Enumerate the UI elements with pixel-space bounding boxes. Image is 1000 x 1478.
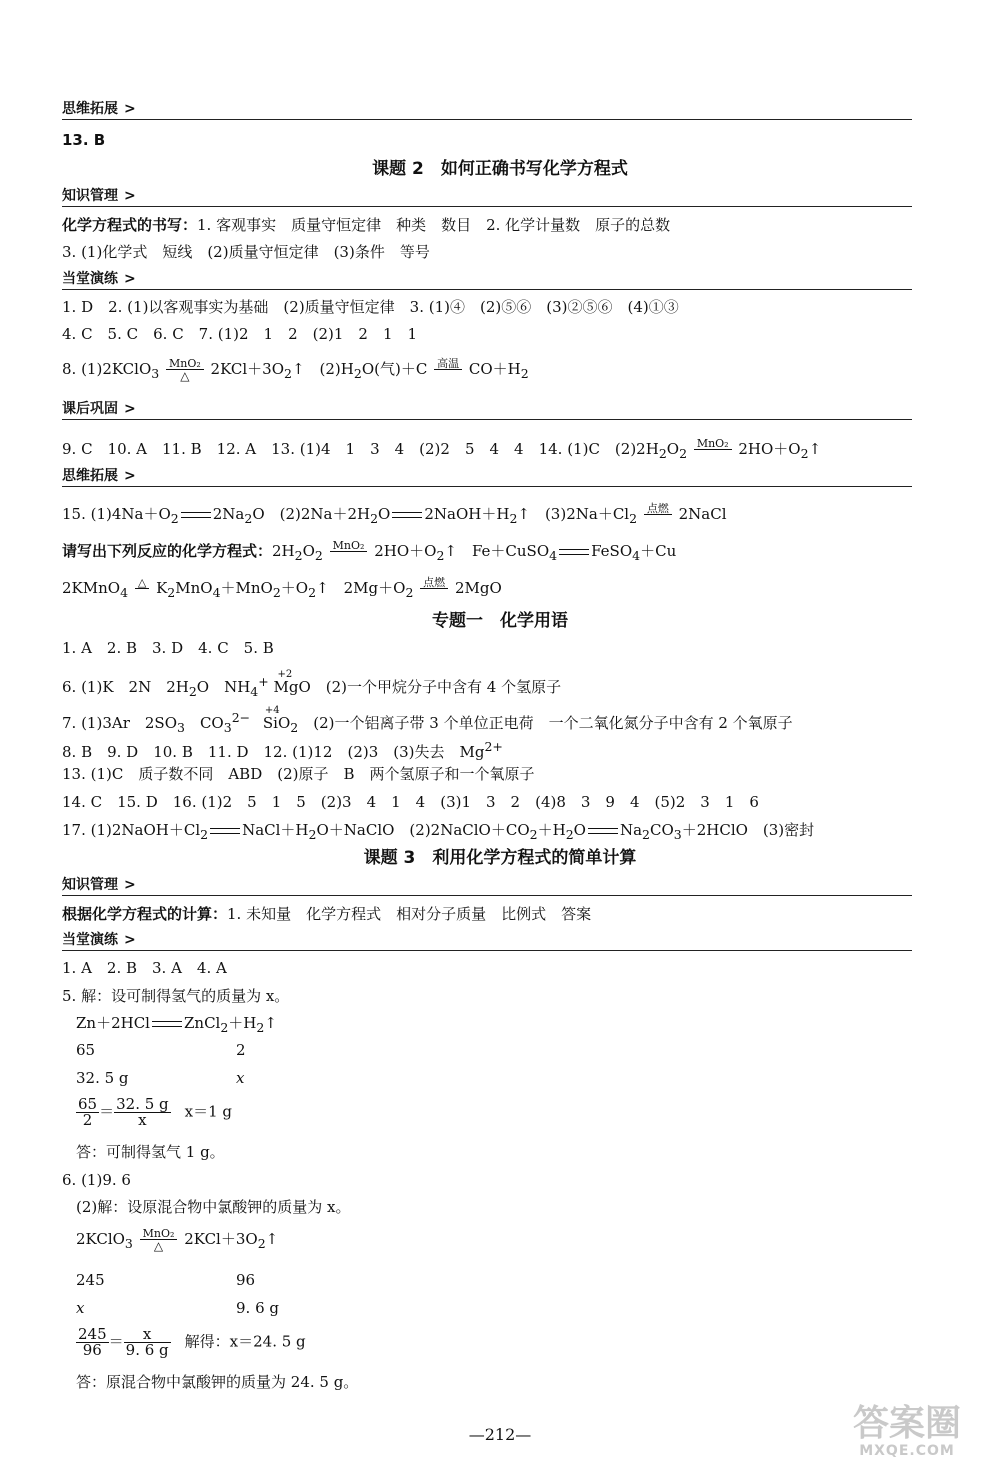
- reaction-condition: MnO₂ △: [140, 1228, 178, 1252]
- answer-line: 1. A 2. B 3. D 4. C 5. B: [62, 639, 274, 657]
- calc-equation: 2KClO$_3$ MnO₂ △ $2KCl+3O_2↑$: [76, 1227, 279, 1253]
- section-header-knowledge: 知识管理 >: [62, 187, 912, 207]
- answer-line: 17. $(1)2NaOH+Cl_2$ $NaCl+H_2O+NaClO$ $(2)2NaClO+CO_2+H_2O$ $Na_2CO_3+2HClO$ (3)密封: [62, 821, 815, 842]
- section-header-knowledge: 知识管理 >: [62, 876, 912, 896]
- answer-line: 13. B: [62, 131, 106, 149]
- calc-equation: Zn＋2HCl $ZnCl_2+H_2↑$: [76, 1014, 277, 1035]
- watermark-logo: 答案圈 MXQE.COM: [852, 1403, 961, 1459]
- calc-answer: 答：原混合物中氯酸钾的质量为 24. 5 g。: [76, 1373, 359, 1391]
- answer-line: 5. 解：设可制得氢气的质量为 x。: [62, 987, 290, 1005]
- lesson-title: 课题 2 如何正确书写化学方程式: [372, 159, 628, 179]
- reaction-condition: MnO₂: [694, 438, 732, 462]
- reaction-condition: MnO₂: [330, 540, 368, 564]
- answer-line: 6. (1)K 2N $2H_2O$ $NH_4^+$ +2 MgO (2)一个甲烷分子中含有 4 个氢原子: [62, 669, 562, 699]
- answer-line: 9. C 10. A 11. B 12. A 13. (1)4 1 3 4 (2)2 5 4 4 14. (1)C $(2)2H_2O_2$ MnO₂ $2HO+O_2↑$: [62, 437, 822, 461]
- section-header-review: 课后巩固 >: [62, 400, 912, 420]
- answer-line: 7. (1)3Ar $2SO_3$ $CO_3^{2-}$ +4 SiO$_2$ (2)一个铝离子带 3 个单位正电荷 一个二氧化氮分子中含有 2 个氧原子: [62, 705, 793, 735]
- answer-line: 13. (1)C 质子数不同 ABD (2)原子 B 两个氢原子和一个氧原子: [62, 765, 535, 783]
- reaction-condition: MnO₂ △: [166, 358, 204, 382]
- calc-proportion: $\frac{65}{2}$ ＝ $\frac{32. 5 g}{x}$ x＝1 g: [78, 1095, 233, 1129]
- calc-value: x: [76, 1299, 85, 1317]
- calc-answer: 答：可制得氢气 1 g。: [76, 1143, 225, 1161]
- calc-proportion: $\frac{245}{96}$ ＝ $\frac{x}{9. 6 g}$ 解得：x＝24. 5 g: [78, 1325, 306, 1359]
- answer-line: 请写出下列反应的化学方程式：$2H_2O_2$ MnO₂ $2HO+O_2↑$ Fe＋CuSO$_4$ FeSO$_4$＋Cu: [62, 539, 677, 563]
- answer-line: 1. D 2. (1)以客观事实为基础 (2)质量守恒定律 3. (1)④ (2)⑤⑥ (3)②⑤⑥ (4)①③: [62, 298, 679, 316]
- lesson-title: 课题 3 利用化学方程式的简单计算: [363, 848, 637, 868]
- answer-line: 15. $(1)4Na+O_2$ $2Na_2O$ $(2)2Na+2H_2O$ $2NaOH+H_2↑$ $(3)2Na+Cl_2$ 点燃 2NaCl: [62, 502, 727, 526]
- topic-title: 专题一 化学用语: [432, 611, 568, 631]
- section-header-practice: 当堂演练 >: [62, 931, 912, 951]
- answer-line: 14. C 15. D 16. (1)2 5 1 5 (2)3 4 1 4 (3)1 3 2 (4)8 3 9 4 (5)2 3 1 6: [62, 793, 759, 811]
- reaction-condition: 点燃: [420, 577, 448, 601]
- answer-line: 8. B 9. D 10. B 11. D 12. (1)12 (2)3 (3)失去 $Mg^{2+}$: [62, 739, 503, 761]
- calc-value: 96: [236, 1271, 256, 1289]
- answer-line: 化学方程式的书写：1. 客观事实 质量守恒定律 种类 数目 2. 化学计量数 原子的总数: [62, 216, 671, 234]
- answer-line: 3. (1)化学式 短线 (2)质量守恒定律 (3)条件 等号: [62, 243, 430, 261]
- calc-value: 2: [236, 1041, 246, 1059]
- answer-line: (2)解：设原混合物中氯酸钾的质量为 x。: [76, 1198, 351, 1216]
- section-header-practice: 当堂演练 >: [62, 270, 912, 290]
- calc-value: 9. 6 g: [236, 1299, 279, 1317]
- answer-line: 根据化学方程式的计算：1. 未知量 化学方程式 相对分子质量 比例式 答案: [62, 905, 592, 923]
- answer-line: 6. (1)9. 6: [62, 1171, 131, 1189]
- page-number: —212—: [468, 1425, 532, 1444]
- section-header-thinking: 思维拓展 >: [62, 467, 912, 487]
- reaction-condition: 高温: [434, 358, 462, 382]
- reaction-condition: △: [135, 577, 149, 601]
- section-header-thinking: 思维拓展 >: [62, 100, 912, 120]
- answer-line: 8. (1)2KClO$_3$ MnO₂ △ $2KCl+3O_2↑$ $(2)H_2O$(气)＋C 高温 $CO+H_2$: [62, 357, 529, 383]
- calc-value: 32. 5 g: [76, 1069, 129, 1087]
- answer-line: 4. C 5. C 6. C 7. (1)2 1 2 (2)1 2 1 1: [62, 325, 418, 343]
- calc-value: 245: [76, 1271, 105, 1289]
- reaction-condition: 点燃: [644, 503, 672, 527]
- answer-line: 2KMnO$_4$ △ $K_2MnO_4+MnO_2+O_2↑$ $2Mg+O_2$ 点燃 2MgO: [62, 576, 502, 600]
- calc-value: x: [236, 1069, 245, 1087]
- answer-line: 1. A 2. B 3. A 4. A: [62, 959, 227, 977]
- calc-value: 65: [76, 1041, 96, 1059]
